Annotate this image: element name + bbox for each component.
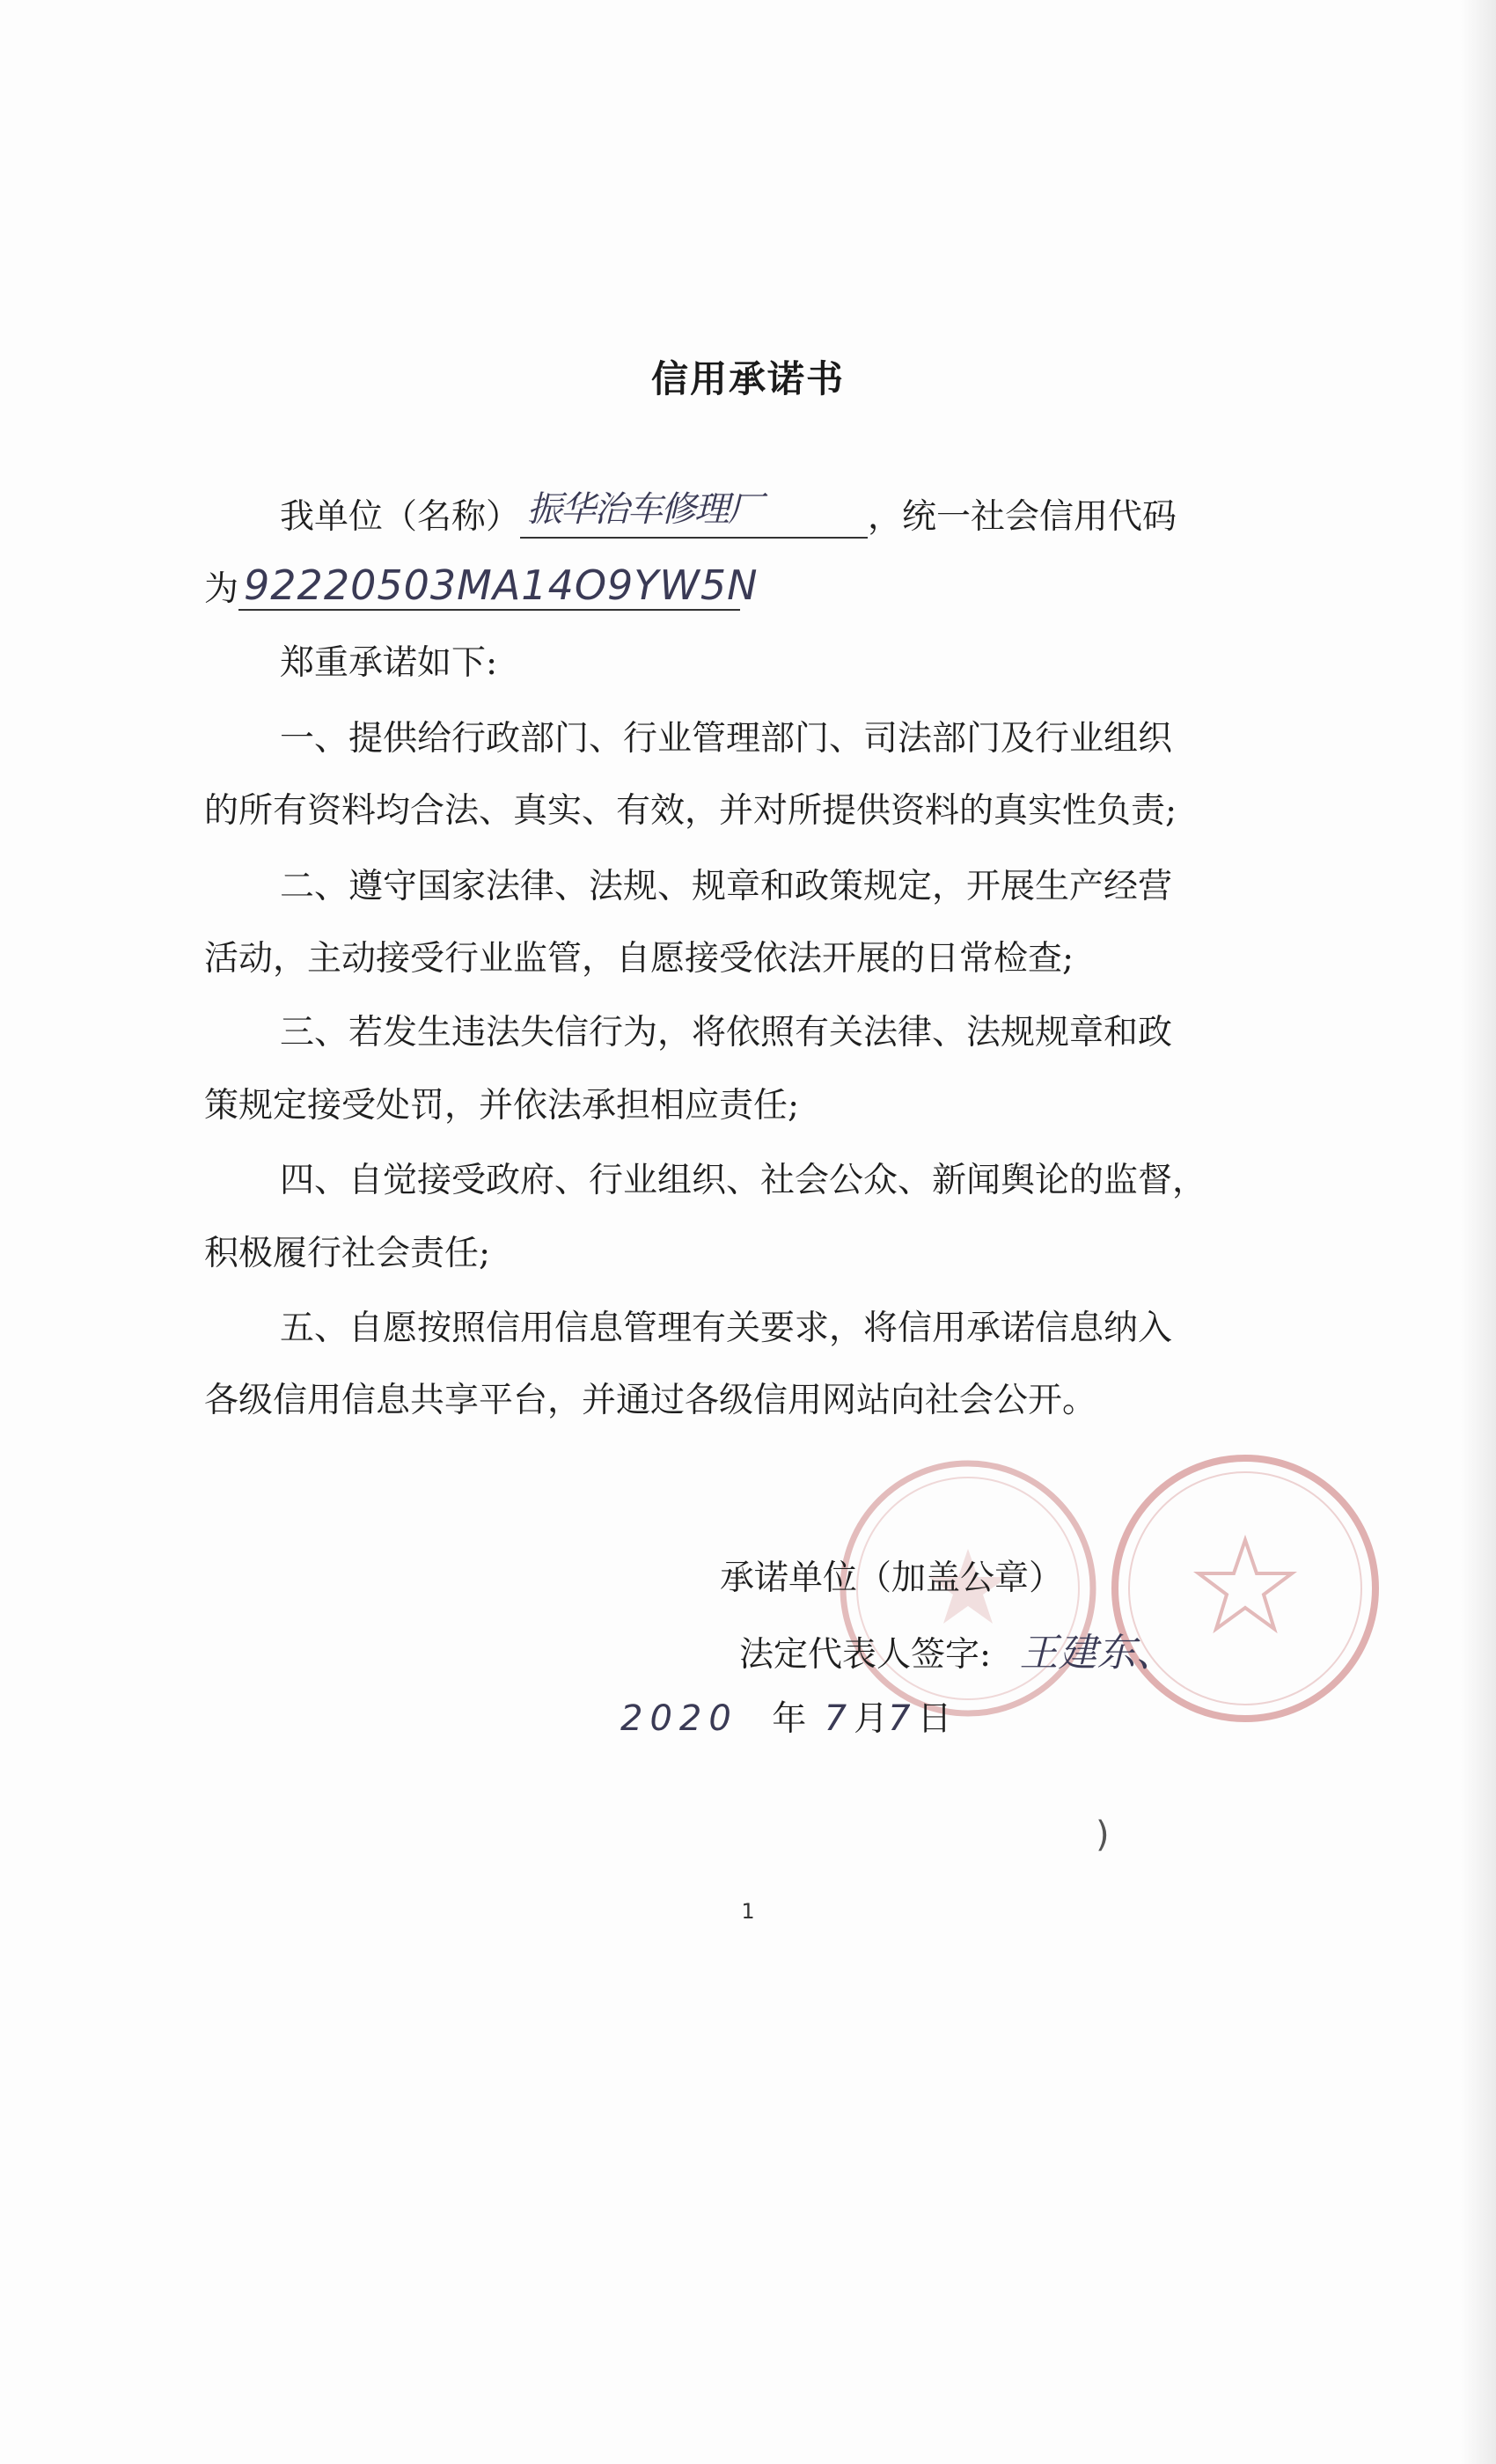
signature-handwritten: 王建东 [1019, 1631, 1136, 1676]
signature-line [739, 1621, 1175, 1677]
item-3-line-1: 三、若发生违法失信行为，将依照有关法律、法规规章和政 [280, 1013, 1173, 1052]
pledgor-label: 承诺单位（加盖公章） [720, 1558, 1064, 1598]
signature-label: 法定代表人签字: [739, 1635, 992, 1675]
date-day: 7 [888, 1698, 918, 1739]
item-2-line-2: 活动，主动接受行业监管，自愿接受依法开展的日常检查; [204, 939, 1074, 979]
item-4-line-2: 积极履行社会责任; [204, 1234, 491, 1273]
item-2-line-1: 二、遵守国家法律、法规、规章和政策规定，开展生产经营 [280, 867, 1173, 906]
code-prefix: 为 [204, 569, 239, 609]
credit-code-blank [238, 561, 759, 611]
intro-line [280, 489, 1177, 539]
item-1-line-2: 的所有资料均合法、真实、有效，并对所提供资料的真实性负责; [204, 791, 1177, 831]
date-month: 7 [824, 1698, 854, 1739]
company-name-blank [520, 489, 868, 539]
intro-mid: ，统一社会信用代码 [868, 497, 1177, 537]
date-year-suffix: 年 [772, 1699, 807, 1739]
commit-line: 郑重承诺如下: [280, 643, 498, 683]
item-5-line-1: 五、自愿按照信用信息管理有关要求，将信用承诺信息纳入 [280, 1309, 1173, 1348]
intro-prefix: 我单位（名称） [280, 497, 521, 537]
item-4-line-1: 四、自觉接受政府、行业组织、社会公众、新闻舆论的监督， [280, 1161, 1207, 1200]
date-month-suffix: 月 [854, 1699, 889, 1739]
document-title: 信用承诺书 [650, 357, 845, 400]
pencil-mark: ) [1096, 1815, 1110, 1855]
credit-code-handwritten: 92220503MA14O9YW5N [244, 561, 759, 609]
item-3-line-2: 策规定接受处罚，并依法承担相应责任; [204, 1086, 800, 1126]
date-year: 2020 [620, 1698, 738, 1739]
date-day-suffix: 日 [917, 1699, 952, 1739]
item-1-line-1: 一、提供给行政部门、行业管理部门、司法部门及行业组织 [280, 719, 1173, 759]
company-seal-right [1104, 1448, 1386, 1729]
item-5-line-2: 各级信用信息共享平台，并通过各级信用网站向社会公开。 [204, 1381, 1097, 1420]
date-line [620, 1691, 952, 1741]
page-number: 1 [741, 1899, 755, 1924]
credit-code-line [204, 561, 759, 611]
company-name-handwritten: 振华治车修理厂 [527, 489, 762, 530]
signature-tail-mark: 、 [1135, 1631, 1175, 1676]
